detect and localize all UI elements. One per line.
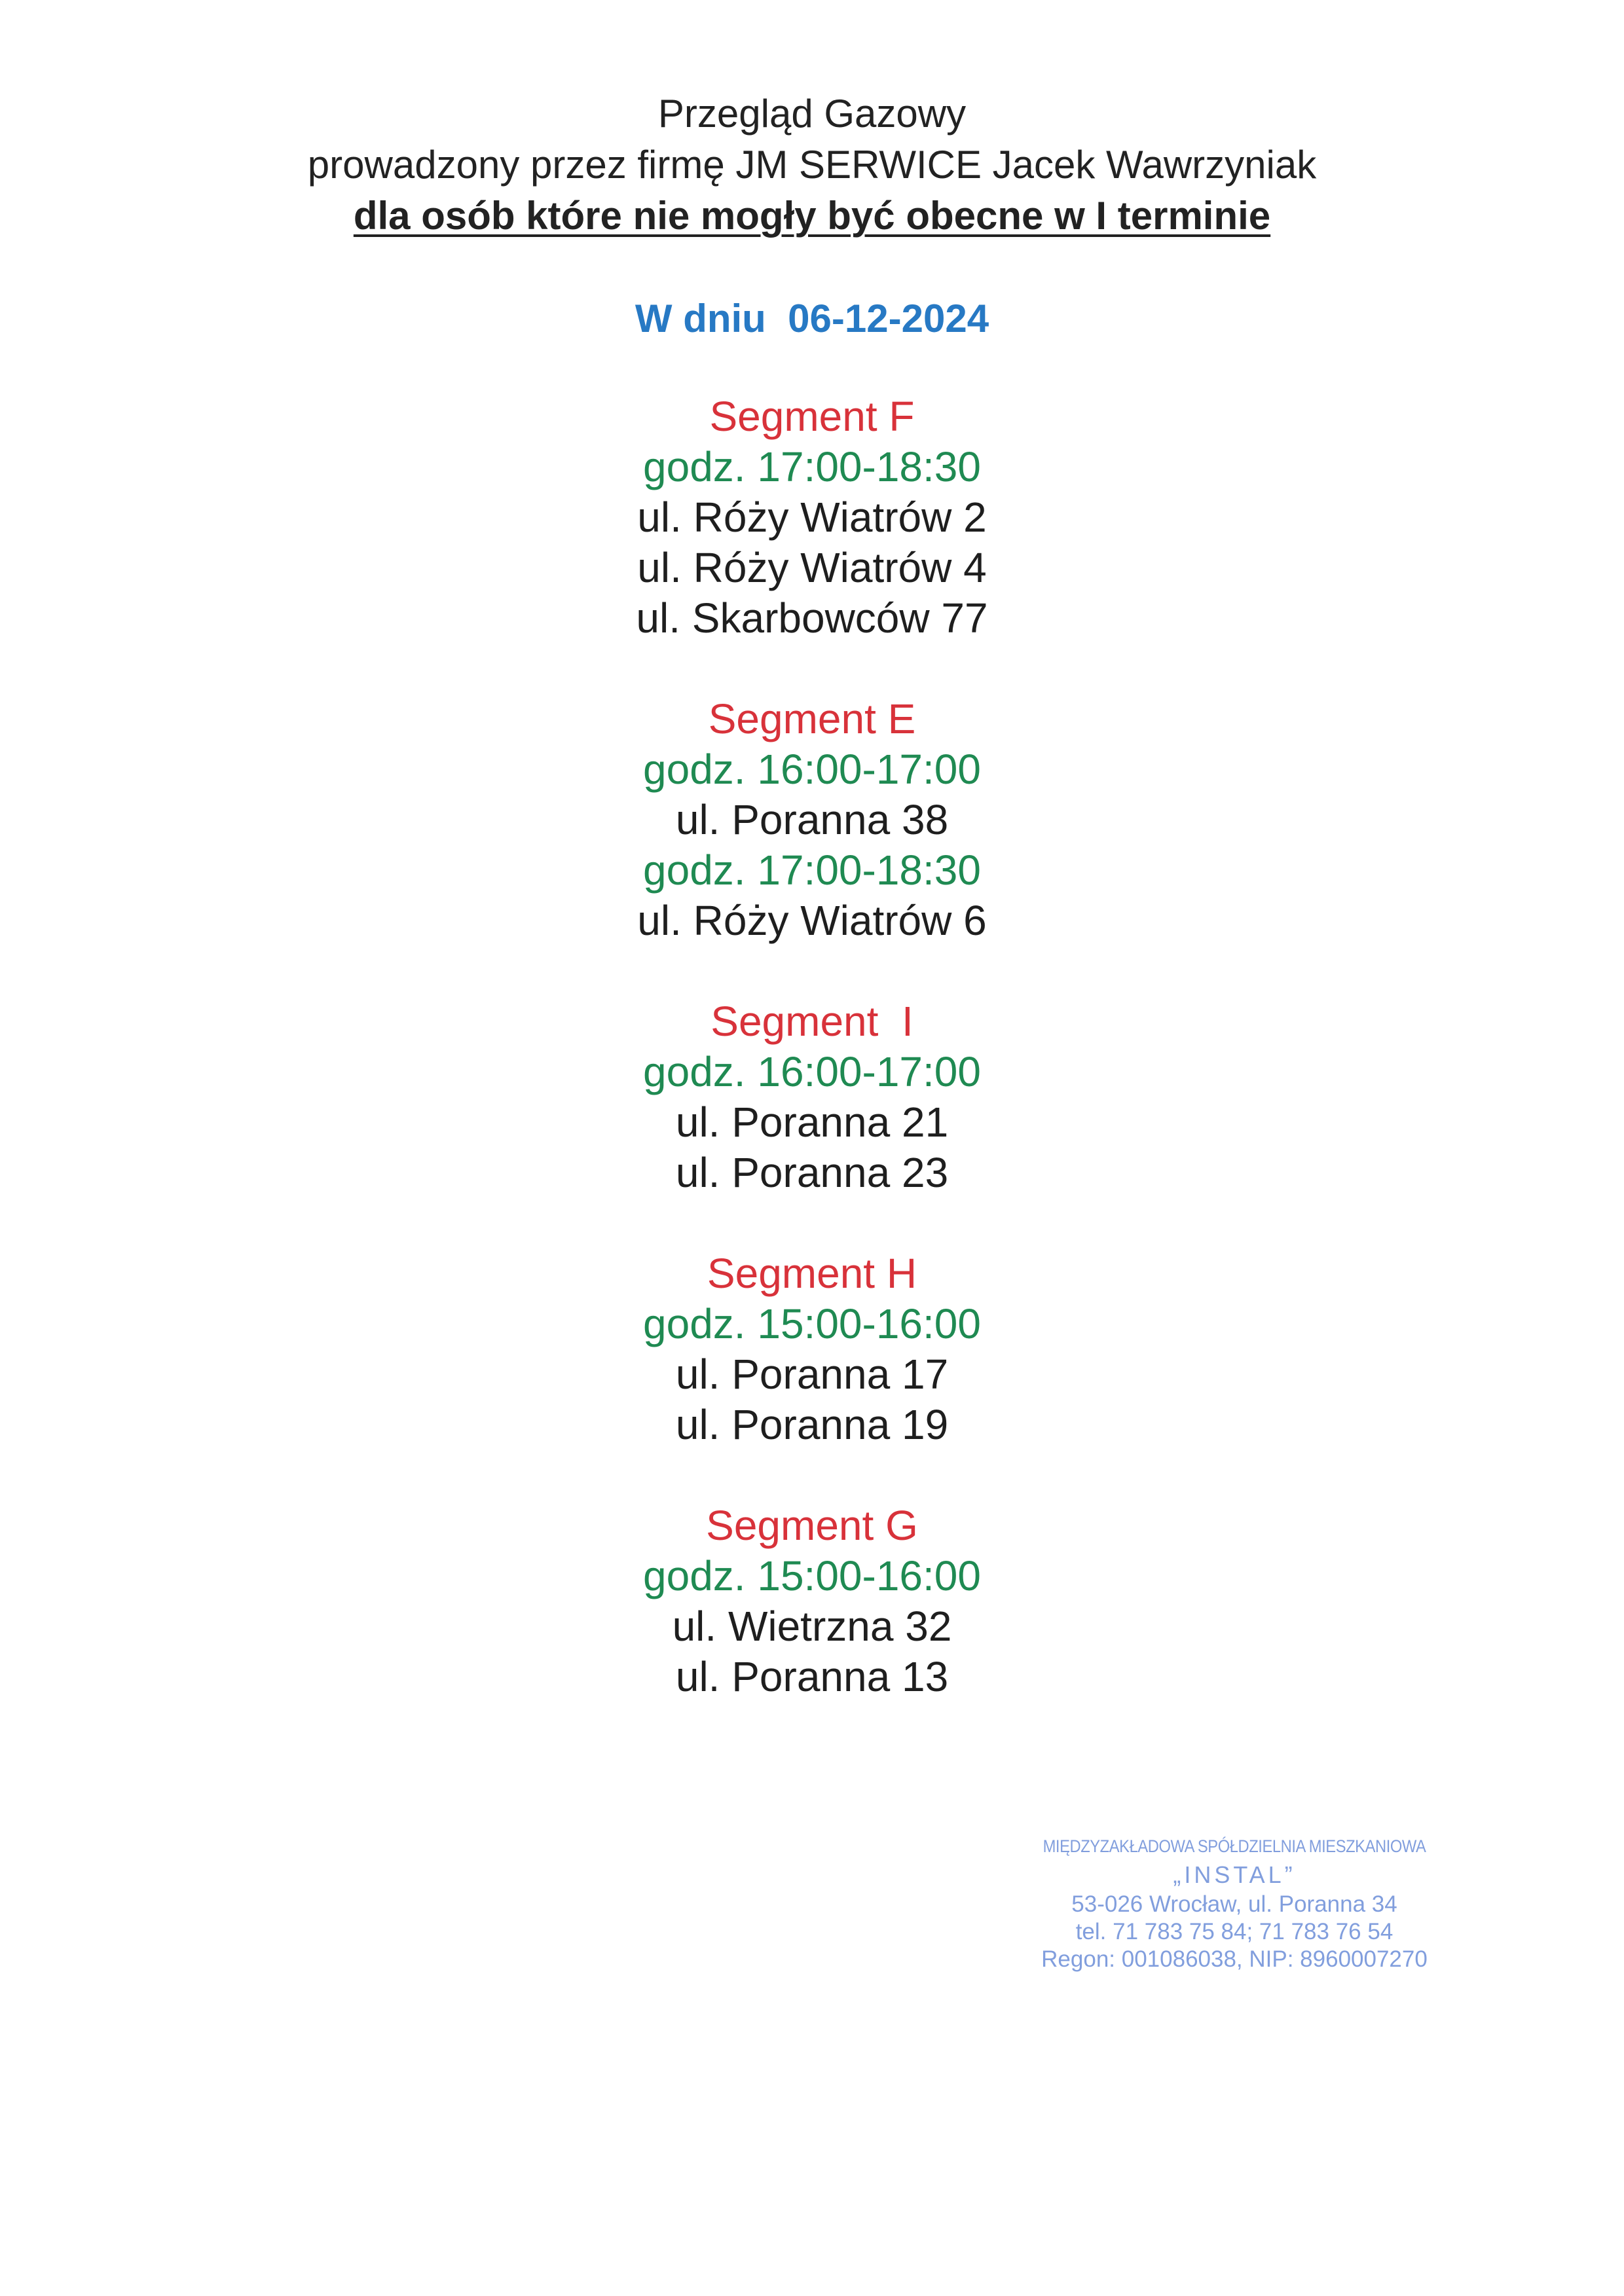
stamp-ids: Regon: 001086038, NIP: 8960007270 (1041, 1946, 1428, 1972)
segment-address: ul. Poranna 13 (675, 1653, 949, 1700)
segment-address: ul. Wietrzna 32 (672, 1603, 952, 1650)
segment-name: Segment I (710, 998, 913, 1045)
document-header (0, 88, 1624, 242)
inspection-date: W dniu 06-12-2024 (635, 297, 989, 340)
stamp-address: 53-026 Wrocław, ul. Poranna 34 (1071, 1891, 1397, 1917)
segment-time-slot: godz. 15:00-16:00 (643, 1300, 981, 1347)
segment-block (0, 996, 1624, 1198)
cooperative-stamp (982, 1833, 1486, 1973)
segment-time-slot: godz. 17:00-18:30 (643, 443, 981, 490)
document-notice: dla osób które nie mogły być obecne w I terminie (353, 194, 1271, 238)
segment-address: ul. Róży Wiatrów 6 (637, 897, 987, 944)
segment-time-slot: godz. 15:00-16:00 (643, 1552, 981, 1599)
segment-block (0, 1501, 1624, 1702)
segment-block (0, 1248, 1624, 1450)
segment-address: ul. Poranna 23 (675, 1149, 949, 1196)
segment-time-slot: godz. 16:00-17:00 (643, 1048, 981, 1095)
segment-block (0, 392, 1624, 644)
document-title: Przegląd Gazowy (657, 92, 967, 136)
segment-name: Segment F (709, 393, 915, 440)
segment-name: Segment E (708, 695, 916, 742)
stamp-name: „INSTAL” (1173, 1861, 1296, 1888)
segment-address: ul. Róży Wiatrów 2 (637, 494, 987, 541)
segment-schedule (0, 392, 1624, 1753)
segment-address: ul. Skarbowców 77 (636, 594, 988, 642)
segment-name: Segment G (706, 1502, 918, 1549)
stamp-organization: MIĘDZYZAKŁADOWA SPÓŁDZIELNIA MIESZKANIOWA (1043, 1836, 1426, 1856)
segment-name: Segment H (707, 1250, 917, 1297)
segment-address: ul. Poranna 17 (675, 1351, 949, 1398)
segment-address: ul. Poranna 38 (675, 796, 949, 843)
segment-address: ul. Poranna 21 (675, 1099, 949, 1146)
segment-block (0, 694, 1624, 946)
stamp-phone: tel. 71 783 75 84; 71 783 76 54 (1075, 1919, 1393, 1944)
segment-time-slot: godz. 16:00-17:00 (643, 746, 981, 793)
segment-address: ul. Róży Wiatrów 4 (637, 544, 987, 591)
document-subtitle: prowadzony przez firmę JM SERWICE Jacek Wawrzyniak (307, 143, 1317, 187)
segment-address: ul. Poranna 19 (675, 1401, 949, 1448)
segment-time-slot: godz. 17:00-18:30 (643, 847, 981, 894)
